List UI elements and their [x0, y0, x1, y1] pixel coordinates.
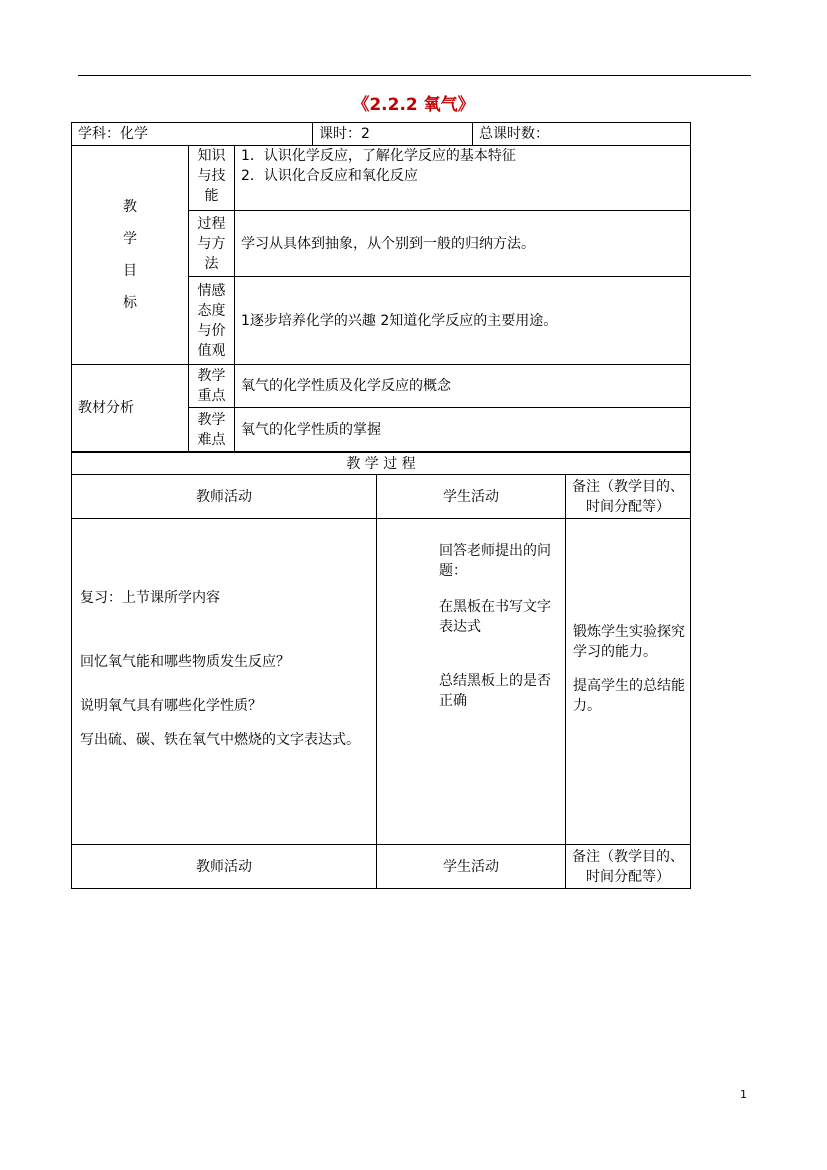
student-activity-header: 学生活动: [377, 475, 566, 519]
objective-knowledge-text: 1．认识化学反应，了解化学反应的基本特征 2．认识化合反应和氧化反应: [235, 146, 691, 211]
difficulty-text: 氧气的化学性质的掌握: [235, 408, 691, 452]
header-rule: [78, 75, 751, 76]
key-point-label: 教学 重点: [189, 365, 235, 408]
student-item: 回答老师提出的问题：: [439, 543, 551, 579]
footer-student-header: 学生活动: [377, 845, 566, 889]
key-point-text: 氧气的化学性质及化学反应的概念: [235, 365, 691, 408]
analysis-label: 教材分析: [72, 365, 189, 452]
footer-notes-header: 备注（教学目的、 时间分配等）: [566, 845, 691, 889]
student-item: 总结黑板上的是否正确: [439, 673, 551, 709]
process-table: [71, 452, 691, 889]
page-title: 《2.2.2 氧气》: [352, 95, 475, 115]
page-number: 1: [740, 1088, 747, 1101]
objective-attitude-text: 1逐步培养化学的兴趣 2知道化学反应的主要用途。: [235, 277, 691, 365]
teacher-item: 回忆氧气能和哪些物质发生反应？: [80, 653, 290, 670]
teacher-activity-cell: [72, 519, 377, 845]
student-item: 在黑板在书写文字表达式: [439, 599, 551, 635]
student-activity-cell: [377, 519, 566, 845]
notes-cell: [566, 519, 691, 845]
total-hours-cell: 总课时数：: [473, 123, 691, 146]
note-item: 锻炼学生实验探究学习的能力。: [573, 623, 685, 660]
teacher-item: 复习：上节课所学内容: [80, 589, 220, 606]
objective-knowledge-label: 知识 与技 能: [189, 146, 235, 211]
difficulty-label: 教学 难点: [189, 408, 235, 452]
objectives-label: 教 学 目 标: [72, 146, 189, 365]
note-item: 提高学生的总结能力。: [573, 677, 685, 714]
teacher-item: 说明氧气具有哪些化学性质？: [80, 697, 262, 714]
footer-teacher-header: 教师活动: [72, 845, 377, 889]
process-heading: 教 学 过 程: [72, 453, 691, 475]
hours-cell: 课时：2: [313, 123, 473, 146]
teacher-activity-header: 教师活动: [72, 475, 377, 519]
lesson-info-table: [71, 122, 691, 452]
subject-cell: 学科：化学: [72, 123, 313, 146]
notes-header: 备注（教学目的、 时间分配等）: [566, 475, 691, 519]
teacher-item: 写出硫、碳、铁在氧气中燃烧的文字表达式。: [80, 731, 360, 748]
objective-attitude-label: 情感 态度 与价 值观: [189, 277, 235, 365]
objective-process-text: 学习从具体到抽象，从个别到一般的归纳方法。: [235, 211, 691, 277]
objective-process-label: 过程 与方 法: [189, 211, 235, 277]
